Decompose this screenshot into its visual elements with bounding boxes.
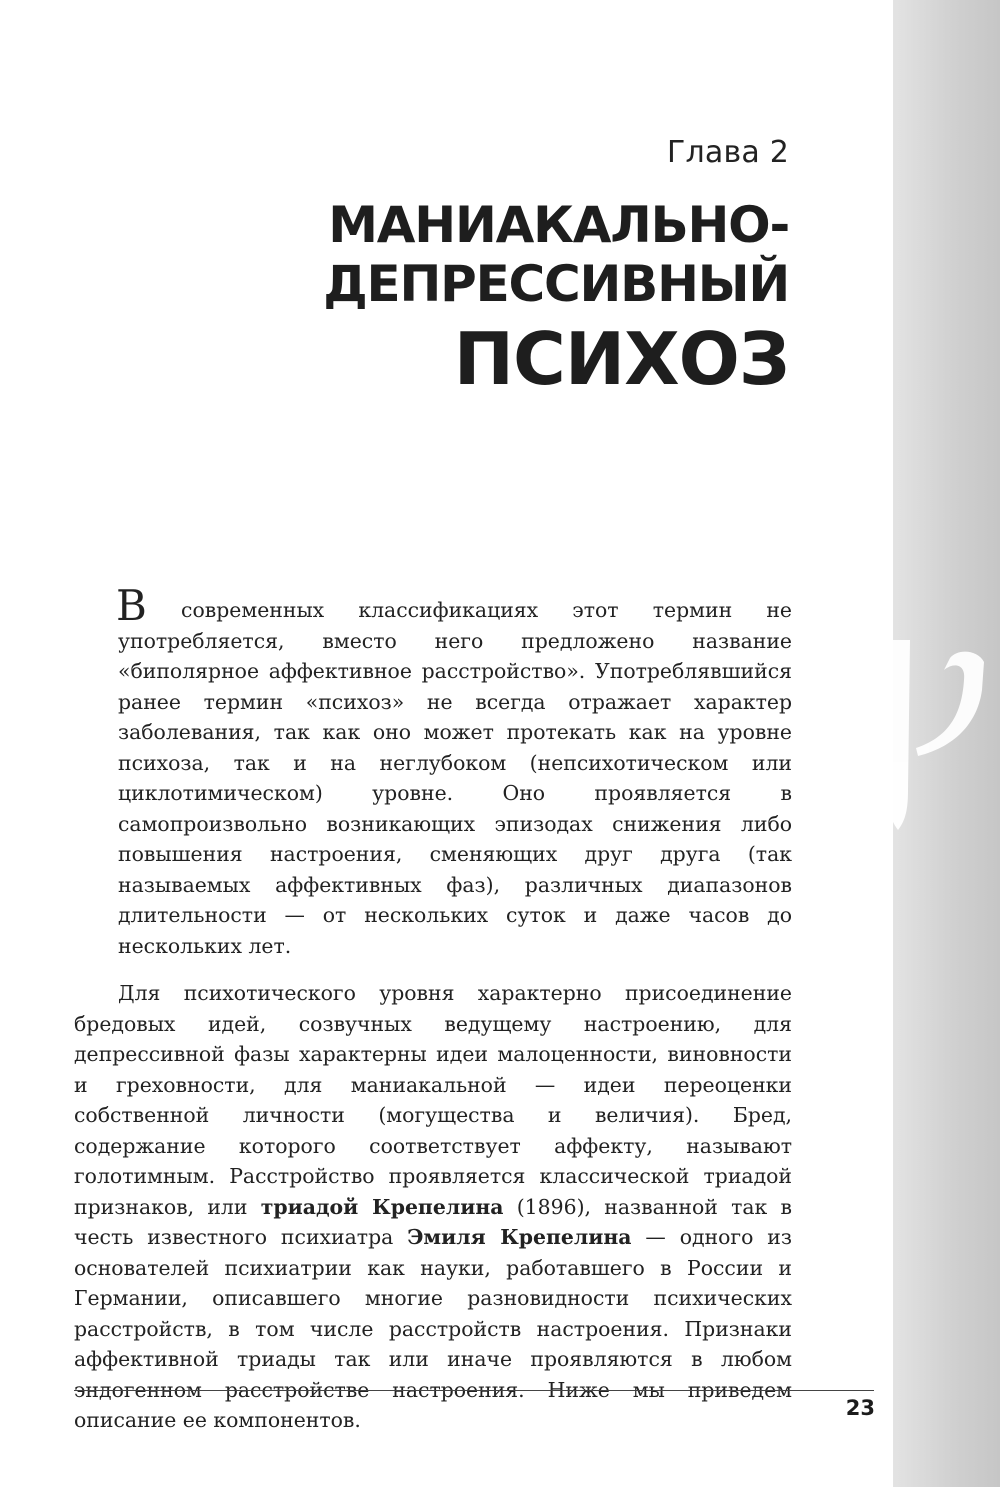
footer-divider [74, 1390, 874, 1391]
chapter-title-line-2: ДЕПРЕССИВНЫЙ [323, 255, 789, 313]
paragraph-2-text-1: Для психотического уровня характерно присоединение бредовых идей, созвучных ведущему настроению, для депрессивной фазы характерны идеи малоценности, виновности и греховности, для маниакальной — идеи переоценки собственной личности (могущества и величия). Бред, содержание которого соответствует аффекту, называют голотимным. Расстройство проявляется классической триадой признаков, или [74, 981, 792, 1219]
chapter-title [229, 196, 789, 404]
chapter-title-line-1: МАНИАКАЛЬНО- [328, 196, 789, 254]
psi-icon [808, 640, 988, 830]
chapter-label: Глава 2 [667, 135, 789, 170]
paragraph-2-text-3: — одного из основателей психиатрии как науки, работавшего в России и Германии, описавшего многие разновидности психических расстройств, в том числе расстройств настроения. Признаки аффективной триады так или иначе проявляются в любом эндогенном расстройстве настроения. Ниже мы приведем описание ее компонентов. [74, 1225, 792, 1432]
name-emil-kraepelin: Эмиля Крепелина [407, 1225, 632, 1249]
chapter-body [74, 581, 792, 1436]
term-kraepelin-triad: триадой Крепелина [260, 1194, 504, 1219]
paragraph-1 [74, 581, 792, 961]
page-number: 23 [845, 1396, 875, 1420]
paragraph-1-text: современных классификациях этот термин не употребляется, вместо него предложено название «биполярное аффективное расстройство». Употреблявшийся ранее термин «психоз» не всегда отражает характер заболевания, так как оно может протекать как на уровне психоза, так и на неглубоком (непсихотическом или циклотимическом) уровне. Оно проявляется в самопроизвольно возникающих эпизодах снижения либо повышения настроения, сменяющих друг друга (так называемых аффективных фаз), различных диапазонов длительности — от нескольких суток и даже часов до нескольких лет. [118, 598, 792, 958]
drop-cap: В [116, 581, 147, 630]
paragraph-2-text-2: (1896), названной так в честь известного психиатра [74, 1194, 792, 1249]
chapter-title-line-3: ПСИХОЗ [453, 317, 789, 401]
paragraph-2 [74, 978, 792, 1436]
